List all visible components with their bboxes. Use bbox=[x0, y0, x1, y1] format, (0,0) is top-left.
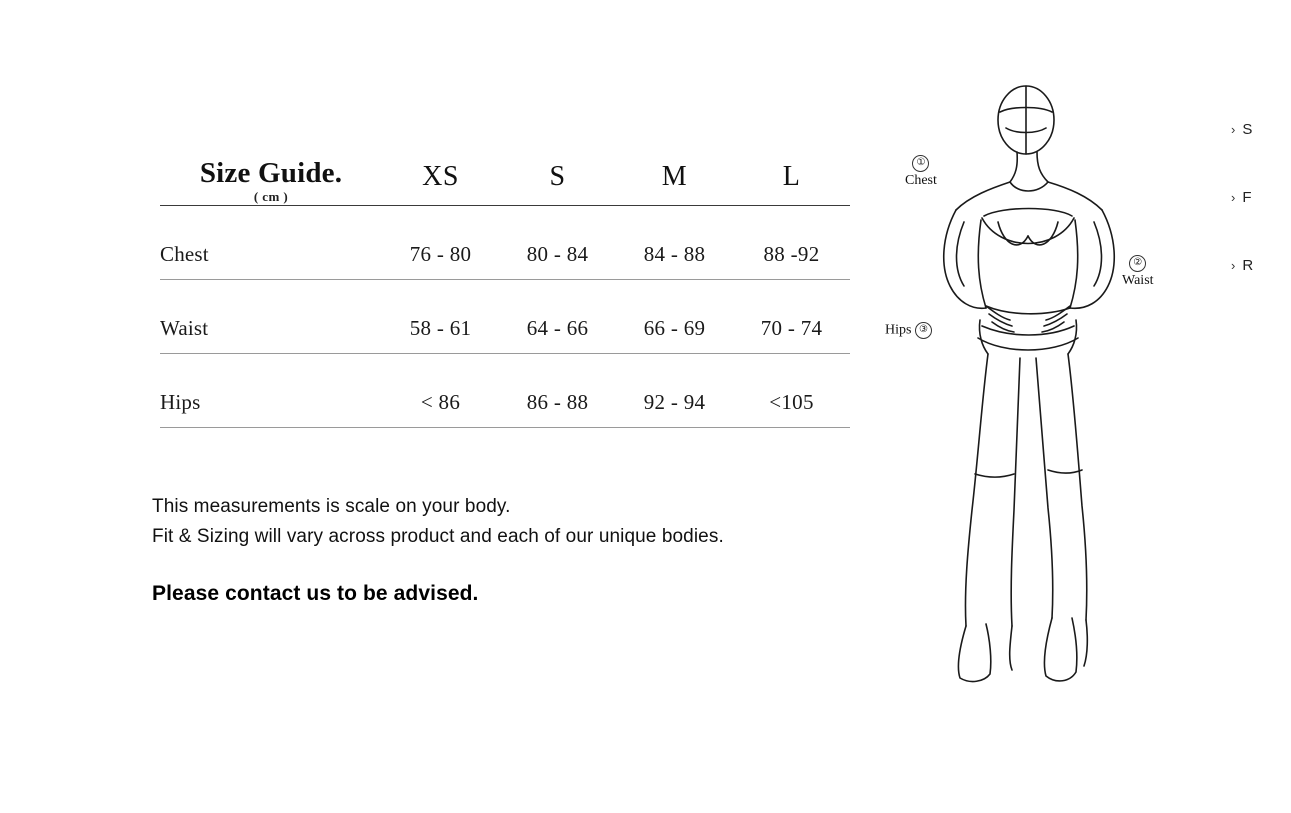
rail-item-label-1: S bbox=[1242, 120, 1253, 138]
table-header-row bbox=[160, 158, 850, 206]
callout-label-waist: Waist bbox=[1122, 273, 1154, 288]
chevron-right-icon: › bbox=[1231, 121, 1236, 137]
column-header-s: S bbox=[499, 158, 616, 206]
callout-chest bbox=[905, 155, 937, 189]
rail-item-3[interactable] bbox=[1231, 251, 1291, 279]
cell-chest-xs: 76 - 80 bbox=[382, 206, 499, 280]
row-label-waist: Waist bbox=[160, 280, 382, 354]
row-label-chest: Chest bbox=[160, 206, 382, 280]
note-line-1: This measurements is scale on your body. bbox=[152, 496, 511, 517]
row-label-hips: Hips bbox=[160, 354, 382, 428]
column-header-m: M bbox=[616, 158, 733, 206]
cell-waist-l: 70 - 74 bbox=[733, 280, 850, 354]
right-rail bbox=[1231, 115, 1291, 319]
callout-hips bbox=[885, 322, 932, 339]
size-guide-table bbox=[160, 158, 850, 428]
cell-hips-s: 86 - 88 bbox=[499, 354, 616, 428]
notes-block bbox=[152, 492, 952, 606]
cell-chest-l: 88 -92 bbox=[733, 206, 850, 280]
body-measurement-illustration bbox=[860, 70, 1200, 700]
size-chart bbox=[160, 158, 850, 428]
cell-chest-s: 80 - 84 bbox=[499, 206, 616, 280]
chevron-right-icon: › bbox=[1231, 257, 1236, 273]
table-row bbox=[160, 280, 850, 354]
rail-item-1[interactable] bbox=[1231, 115, 1291, 143]
cell-chest-m: 84 - 88 bbox=[616, 206, 733, 280]
page-title: Size Guide. bbox=[199, 157, 343, 189]
callout-label-hips: Hips bbox=[885, 322, 912, 338]
callout-waist bbox=[1122, 255, 1154, 289]
cell-waist-xs: 58 - 61 bbox=[382, 280, 499, 354]
callout-label-chest: Chest bbox=[905, 173, 937, 188]
cell-hips-m: 92 - 94 bbox=[616, 354, 733, 428]
cell-waist-m: 66 - 69 bbox=[616, 280, 733, 354]
column-header-l: L bbox=[733, 158, 850, 206]
cell-waist-s: 64 - 66 bbox=[499, 280, 616, 354]
callout-number-2: ② bbox=[1129, 255, 1146, 272]
rail-item-2[interactable] bbox=[1231, 183, 1291, 211]
table-row bbox=[160, 354, 850, 428]
note-contact-us: Please contact us to be advised. bbox=[152, 582, 479, 605]
column-header-xs: XS bbox=[382, 158, 499, 206]
table-row bbox=[160, 206, 850, 280]
callout-number-1: ① bbox=[912, 155, 929, 172]
size-guide-title-cell bbox=[160, 158, 382, 206]
cell-hips-l: <105 bbox=[733, 354, 850, 428]
rail-item-label-3: R bbox=[1242, 256, 1254, 274]
note-line-2: Fit & Sizing will vary across product and each of our unique bodies. bbox=[152, 526, 724, 547]
rail-item-label-2: F bbox=[1242, 188, 1252, 206]
unit-label: ( cm ) bbox=[253, 189, 289, 205]
callout-number-3: ③ bbox=[915, 322, 932, 339]
chevron-right-icon: › bbox=[1231, 189, 1236, 205]
cell-hips-xs: < 86 bbox=[382, 354, 499, 428]
